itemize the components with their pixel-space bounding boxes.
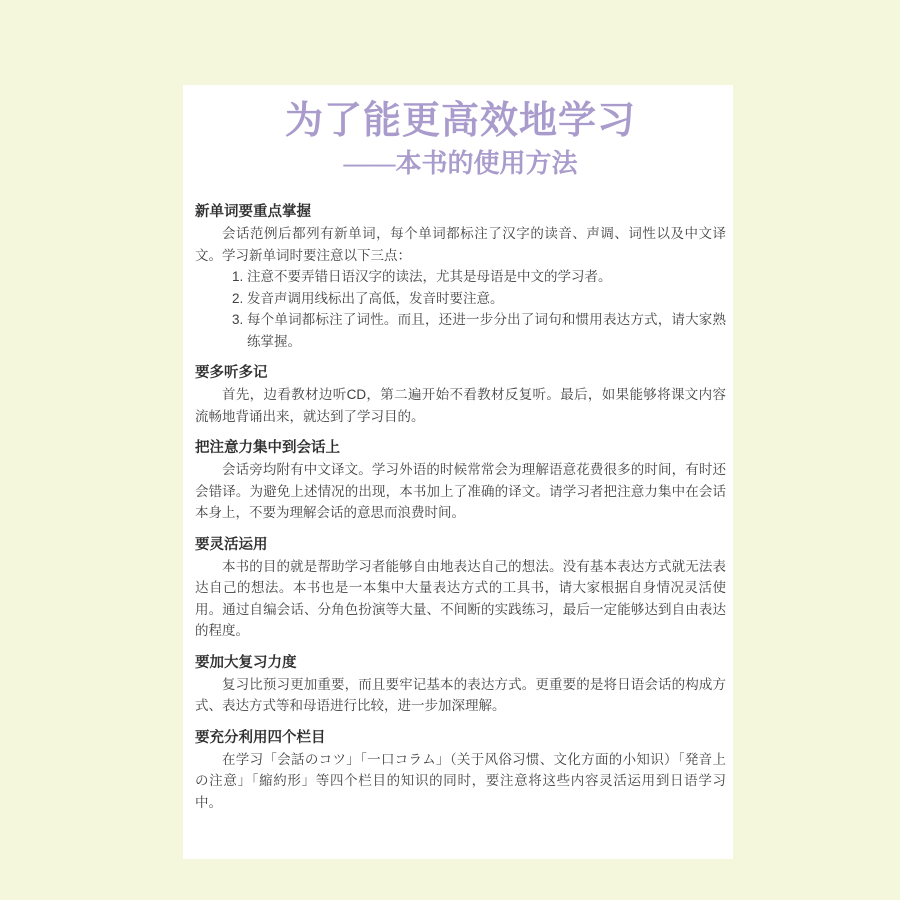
section [195, 362, 726, 427]
page-content [183, 85, 733, 813]
section-heading: 把注意力集中到会话上 [195, 440, 340, 456]
paragraph: 会话旁均附有中文译文。学习外语的时候常常会为理解语意花费很多的时间，有时还会错译。为避免上述情况的出现，本书加上了准确的译文。请学习者把注意力集中在会话本身上，不要为理解会话的意思而浪费时间。 [195, 462, 726, 520]
sections [195, 201, 726, 813]
paragraph: 在学习「会話のコツ」「一口コラム」（关于风俗习惯、文化方面的小知识）「発音上の注意」「縮約形」等四个栏目的知识的同时，要注意将这些内容灵活运用到日语学习中。 [195, 751, 726, 810]
section-body [195, 223, 726, 352]
section [195, 437, 726, 524]
section-heading: 要灵活运用 [195, 536, 268, 553]
paragraph: 首先，边看教材边听CD，第二遍开始不看教材反复听。最后，如果能够将课文内容流畅地背诵出来，就达到了学习目的。 [195, 387, 726, 424]
section-body [195, 384, 726, 427]
page-title: 为了能更高效地学习 [284, 100, 636, 142]
section-heading: 要多听多记 [195, 365, 268, 381]
section-body [195, 459, 726, 524]
section-body [195, 556, 726, 642]
section [195, 534, 726, 642]
paragraph: 会话范例后都列有新单词，每个单词都标注了汉字的读音、声调、词性以及中文译文。学习新单词时要注意以下三点： [195, 226, 726, 263]
section-body [195, 674, 726, 717]
title-block [195, 99, 726, 179]
numbered-list [195, 266, 726, 352]
paragraph: 复习比预习更加重要，而且要牢记基本的表达方式。更重要的是将日语会话的构成方式、表达方式等和母语进行比较，进一步加深理解。 [195, 676, 726, 713]
section-heading: 要加大复习力度 [195, 654, 297, 671]
list-item: 1. 注意不要弄错日语汉字的读法，尤其是母语是中文的学习者。 [247, 266, 726, 288]
section [195, 727, 726, 814]
page-subtitle: ——本书的使用方法 [343, 149, 578, 178]
paragraph: 本书的目的就是帮助学习者能够自由地表达自己的想法。没有基本表达方式就无法表达自己的想法。本书也是一本集中大量表达方式的工具书，请大家根据自身情况灵活使用。通过自编会话、分角色扮演等大量、不间断的实践练习，最后一定能够达到自由表达的程度。 [195, 558, 726, 638]
section [195, 201, 726, 352]
section [195, 652, 726, 717]
list-item: 3. 每个单词都标注了词性。而且，还进一步分出了词句和惯用表达方式，请大家熟练掌握。 [247, 309, 726, 352]
section-heading: 新单词要重点掌握 [195, 204, 311, 220]
list-item: 2. 发音声调用线标出了高低，发音时要注意。 [247, 288, 726, 310]
section-body [195, 749, 726, 814]
book-page [183, 85, 733, 859]
section-heading: 要充分利用四个栏目 [195, 729, 326, 746]
